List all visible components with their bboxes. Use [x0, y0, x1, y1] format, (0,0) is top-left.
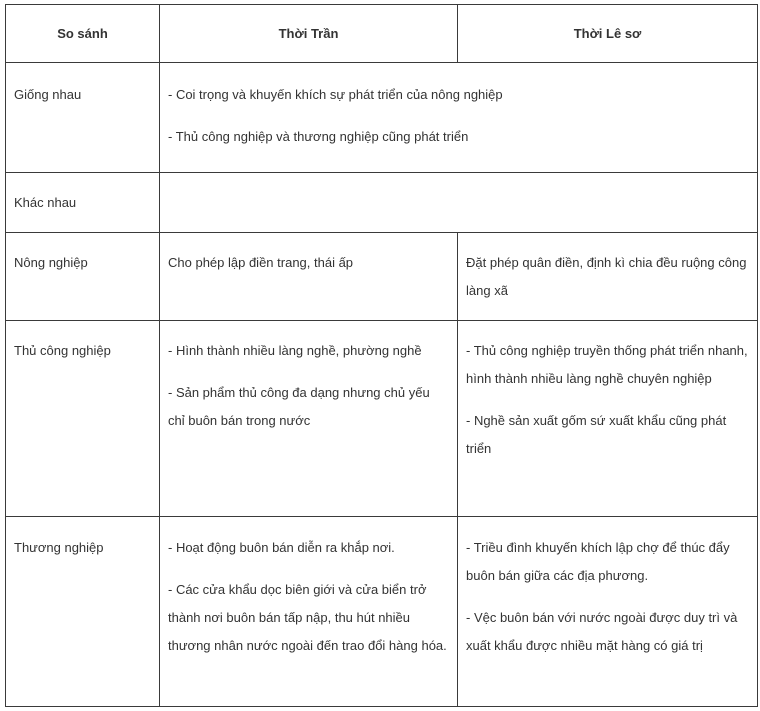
cell-giong-nhau [160, 63, 758, 173]
row-nong-nghiep [6, 233, 758, 321]
header-row [6, 5, 758, 63]
cell-khac-nhau-empty [160, 173, 758, 233]
giong-nhau-item-2: - Thủ công nghiệp và thương nghiệp cũng phát triển [168, 129, 469, 144]
row-giong-nhau [6, 63, 758, 173]
row-thu-cong-nghiep [6, 321, 758, 517]
cell-thu-cong-nghiep-tran [160, 321, 458, 517]
header-thoi-tran: Thời Trần [160, 5, 458, 63]
thuong-nghiep-le-so-item-2: - Vệc buôn bán với nước ngoài được duy trì và xuất khẩu được nhiều mặt hàng có giá trị [466, 610, 738, 653]
thuong-nghiep-tran-item-2: - Các cửa khẩu dọc biên giới và cửa biển trở thành nơi buôn bán tấp nập, thu hút nhiều thương nhân nước ngoài đến trao đổi hàng hóa. [168, 582, 447, 653]
giong-nhau-item-1: - Coi trọng và khuyến khích sự phát triển của nông nghiệp [168, 87, 503, 102]
cell-thu-cong-nghiep-le-so [458, 321, 758, 517]
thuong-nghiep-tran-item-1: - Hoạt động buôn bán diễn ra khắp nơi. [168, 540, 395, 555]
cell-thuong-nghiep-le-so [458, 517, 758, 707]
nong-nghiep-tran-item-1: Cho phép lập điền trang, thái ấp [168, 255, 354, 270]
thu-cong-nghiep-tran-item-2: - Sản phẩm thủ công đa dạng nhưng chủ yếu chỉ buôn bán trong nước [168, 385, 430, 428]
thuong-nghiep-le-so-item-1: - Triều đình khuyến khích lập chợ để thúc đẩy buôn bán giữa các địa phương. [466, 540, 730, 583]
label-thuong-nghiep: Thương nghiệp [6, 517, 160, 707]
header-so-sanh: So sánh [6, 5, 160, 63]
label-thu-cong-nghiep: Thủ công nghiệp [6, 321, 160, 517]
header-thoi-le-so: Thời Lê sơ [458, 5, 758, 63]
comparison-table [5, 4, 758, 707]
nong-nghiep-le-so-item-1: Đặt phép quân điền, định kì chia đều ruộng công làng xã [466, 255, 747, 298]
label-khac-nhau: Khác nhau [6, 173, 160, 233]
cell-nong-nghiep-tran [160, 233, 458, 321]
label-giong-nhau: Giống nhau [6, 63, 160, 173]
cell-thuong-nghiep-tran [160, 517, 458, 707]
row-khac-nhau [6, 173, 758, 233]
label-nong-nghiep: Nông nghiệp [6, 233, 160, 321]
row-thuong-nghiep [6, 517, 758, 707]
cell-nong-nghiep-le-so [458, 233, 758, 321]
thu-cong-nghiep-le-so-item-1: - Thủ công nghiệp truyền thống phát triển nhanh, hình thành nhiều làng nghề chuyên nghiệp [466, 343, 748, 386]
thu-cong-nghiep-tran-item-1: - Hình thành nhiều làng nghề, phường nghề [168, 343, 422, 358]
thu-cong-nghiep-le-so-item-2: - Nghề sản xuất gốm sứ xuất khẩu cũng phát triển [466, 413, 727, 456]
